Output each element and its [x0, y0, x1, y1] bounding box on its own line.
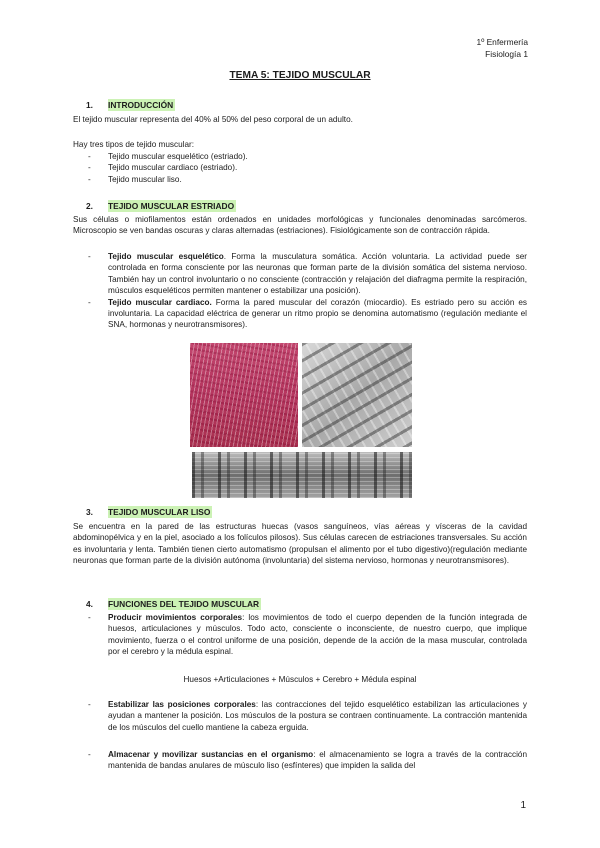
term: Tejido muscular cardiaco. [108, 297, 212, 307]
definition: : las contracciones del tejido esquelético estabilizan las articulaciones y ayudan a mantener la posición. Los músculos de la postura se contraen continuamente. La contracción mantenida de los músculos del cuello mantiene la cabeza erguida. [108, 700, 527, 732]
section-heading-estriado [86, 201, 236, 212]
section-title: FUNCIONES DEL TEJIDO MUSCULAR [108, 599, 260, 609]
list-item: - Tejido muscular liso. [88, 174, 527, 185]
section-number: 3. [86, 507, 93, 517]
skeletal-muscle-micrograph [190, 343, 298, 447]
section-title: INTRODUCCIÓN [108, 100, 174, 110]
types-list [88, 151, 527, 185]
page-header [477, 36, 528, 60]
section-heading-funciones [86, 599, 261, 610]
list-item [88, 699, 527, 733]
section-number: 2. [86, 201, 93, 211]
section-title: TEJIDO MUSCULAR LISO [108, 507, 211, 517]
term: Almacenar y movilizar sustancias en el organismo [108, 750, 314, 759]
section-title: TEJIDO MUSCULAR ESTRIADO [108, 201, 235, 211]
term: Producir movimientos corporales [108, 613, 243, 622]
page-number: 1 [520, 800, 526, 811]
funciones-list-1 [88, 612, 527, 658]
funciones-list-3 [88, 749, 527, 772]
definition: Forma la pared muscular del corazón (miocardio). Es estriado pero su acción es involuntaria. La capacidad eléctrica de generar un ritmo propio se denomina automatismo (regulación mediante el SNA, hormonas y neurotransmisores). [108, 297, 527, 330]
funciones-list-2 [88, 699, 527, 733]
definition: : los movimientos de todo el cuerpo dependen de la función integrada de huesos, articulaciones y músculos. Todo acto, consciente o inconsciente, de nuestro cuerpo, que implique movimiento, fuerza o el control uniforme de una posición, depende de la acción de la masa muscular, controlada por el cerebro y la médula espinal. [108, 613, 527, 657]
formula-line: Huesos +Articulaciones + Músculos + Cerebro + Médula espinal [183, 675, 417, 684]
term: Estabilizar las posiciones corporales [108, 700, 256, 709]
section-number: 1. [86, 100, 93, 110]
list-item [88, 251, 527, 297]
section-heading-liso [86, 507, 212, 518]
section-number: 4. [86, 599, 93, 609]
term: Tejido muscular esquelético [108, 252, 224, 261]
section-heading-introduccion [86, 100, 175, 111]
list-item [88, 612, 527, 658]
page-title: TEMA 5: TEJIDO MUSCULAR [229, 70, 371, 81]
list-item [88, 749, 527, 772]
definition: . Forma la musculatura somática. Acción voluntaria. La actividad puede ser controlada en forma consciente por las neuronas que forman parte de la división somática del sistema nervioso. También hay un control involuntario o no consciente (contracción y relajación del diafragma permite la respiración, músculos esqueléticos permiten mantener o estabilizar una posición). [108, 252, 527, 296]
liso-paragraph: Se encuentra en la pared de las estructuras huecas (vasos sanguíneos, vías aéreas y vísceras de la cavidad abdominopélvica y en la piel, asociado a los folículos pilosos). Sus células carecen de estriaciones transversales. Su acción es involuntaria y lenta. También tienen cierto automatismo (propulsan el alimento por el tubo digestivo)(regulación mediante neuronas que forman parte de la división autónoma (involuntaria) del sistema nervioso, hormonas y neurotransmisores). [73, 522, 527, 566]
list-item: - Tejido muscular esquelético (estriado). [88, 151, 527, 162]
header-course: 1º Enfermería [476, 37, 528, 47]
intro-types-lead: Hay tres tipos de tejido muscular: [73, 140, 195, 149]
list-item [88, 297, 527, 331]
intro-paragraph: El tejido muscular representa del 40% al 50% del peso corporal de un adulto. [73, 115, 353, 124]
estriado-list [88, 251, 527, 331]
definition: : el almacenamiento se logra a través de la contracción mantenida de bandas anulares de músculo liso (esfínteres) que impiden la salida del [108, 750, 528, 771]
list-item: - Tejido muscular cardiaco (estriado). [88, 162, 527, 173]
cardiac-muscle-micrograph [302, 343, 412, 447]
header-subject: Fisiología 1 [485, 49, 528, 59]
estriado-paragraph: Sus células o miofilamentos están ordenados en unidades morfológicas y funcionales denominadas sarcómeros. Microscopio se ven bandas oscuras y claras alternadas (estriaciones). Fisiológicamente son de contracción rápida. [73, 215, 527, 236]
sarcomere-micrograph [192, 452, 412, 498]
